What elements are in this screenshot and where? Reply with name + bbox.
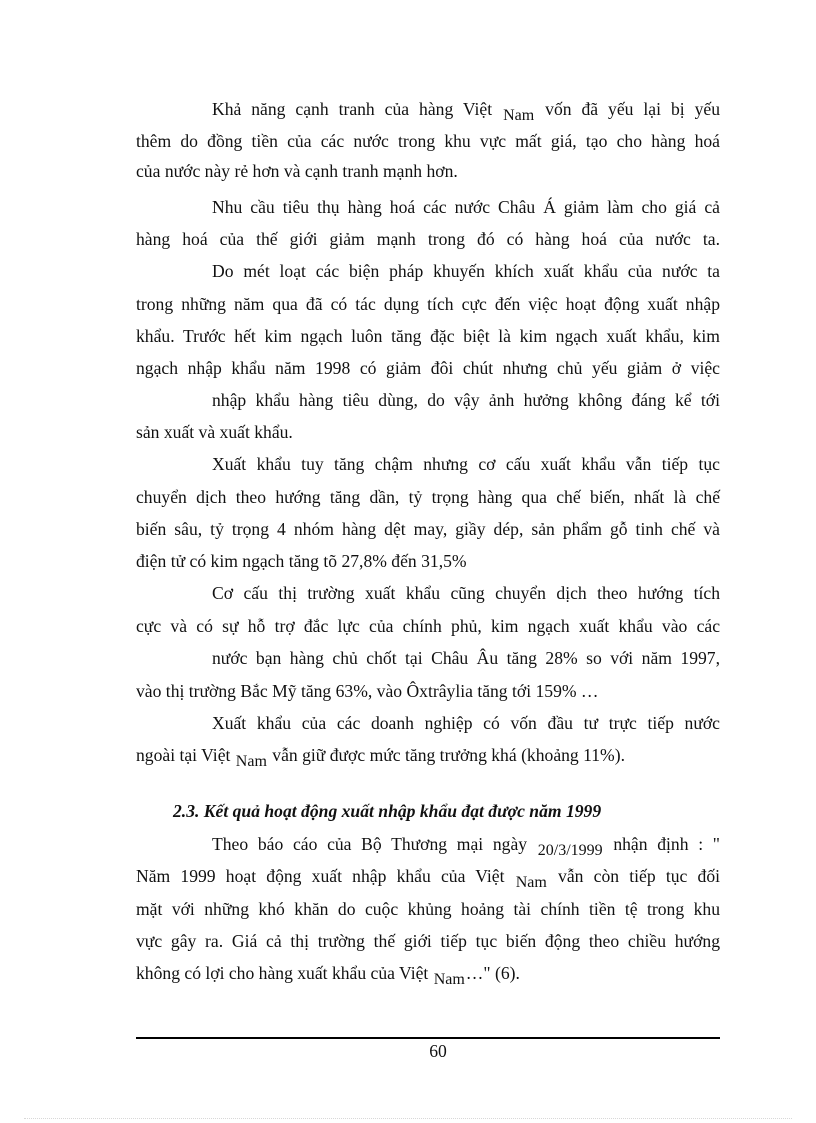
text-line bbox=[136, 550, 720, 572]
text-line bbox=[136, 518, 720, 540]
text-run: Do mét loạt các biện pháp khuyến khích xuất khẩu của nước ta bbox=[212, 261, 720, 281]
text-run: chuyển dịch theo hướng tăng dần, tỷ trọng hàng qua chế biến, nhất là chế bbox=[136, 487, 720, 507]
text-run: mặt với những khó khăn do cuộc khủng hoảng tài chính tiền tệ trong khu bbox=[136, 899, 720, 919]
text-line bbox=[136, 228, 720, 250]
text-line bbox=[212, 196, 720, 218]
text-run: hàng hoá của thế giới giảm mạnh trong đó có hàng hoá của nước ta. bbox=[136, 229, 720, 249]
text-line bbox=[212, 582, 720, 604]
text-run: sản xuất và xuất khẩu. bbox=[136, 422, 293, 442]
text-line bbox=[212, 260, 720, 282]
text-line bbox=[212, 712, 720, 734]
text-run: không có lợi cho hàng xuất khẩu của Việt bbox=[136, 963, 433, 983]
text-run: khẩu. Trước hết kim ngạch luôn tăng đặc biệt là kim ngạch xuất khẩu, kim bbox=[136, 326, 720, 346]
text-run: nhận định : " bbox=[603, 834, 720, 854]
text-run: vẫn giữ được mức tăng trưởng khá (khoảng 11%). bbox=[267, 745, 625, 765]
page-number: 60 bbox=[429, 1041, 447, 1061]
text-line bbox=[212, 98, 720, 122]
text-line bbox=[136, 325, 720, 347]
text-run: trong những năm qua đã có tác dụng tích cực đến việc hoạt động xuất nhập bbox=[136, 294, 720, 314]
text-run: nhập khẩu hàng tiêu dùng, do vậy ảnh hưởng không đáng kể tới bbox=[212, 390, 720, 410]
text-run: Năm 1999 hoạt động xuất nhập khẩu của Việt bbox=[136, 866, 515, 886]
text-run: nước bạn hàng chủ chốt tại Châu Âu tăng 28% so với năm 1997, bbox=[212, 648, 720, 668]
text-line bbox=[136, 421, 720, 443]
text-run-small: Nam bbox=[433, 971, 465, 988]
text-line bbox=[136, 865, 720, 889]
page-edge-divider bbox=[24, 1118, 792, 1119]
text-line bbox=[136, 744, 720, 768]
text-run: Xuất khẩu của các doanh nghiệp có vốn đầu tư trực tiếp nước bbox=[212, 713, 720, 733]
text-line bbox=[212, 389, 720, 411]
text-line bbox=[136, 293, 720, 315]
text-run: biến sâu, tỷ trọng 4 nhóm hàng dệt may, giầy dép, sản phẩm gỗ tinh chế và bbox=[136, 519, 720, 539]
text-run: Cơ cấu thị trường xuất khẩu cũng chuyển dịch theo hướng tích bbox=[212, 583, 720, 603]
text-run-small: Nam bbox=[235, 753, 267, 770]
text-run: Nhu cầu tiêu thụ hàng hoá các nước Châu Á giảm làm cho giá cả bbox=[212, 197, 720, 217]
text-run-small: Nam bbox=[503, 107, 535, 124]
text-run: Xuất khẩu tuy tăng chậm nhưng cơ cấu xuất khẩu vẫn tiếp tục bbox=[212, 454, 720, 474]
text-run: ngoài tại Việt bbox=[136, 745, 235, 765]
text-run: ngạch nhập khẩu năm 1998 có giảm đôi chút nhưng chủ yếu giảm ở việc bbox=[136, 358, 720, 378]
text-run: thêm do đồng tiền của các nước trong khu vực mất giá, tạo cho hàng hoá bbox=[136, 131, 720, 151]
text-line bbox=[136, 486, 720, 508]
text-run: vào thị trường Bắc Mỹ tăng 63%, vào Ôxtrâylia tăng tới 159% … bbox=[136, 681, 599, 701]
text-run: vẫn còn tiếp tục đối bbox=[547, 866, 721, 886]
text-run: vốn đã yếu lại bị yếu bbox=[535, 99, 720, 119]
text-line bbox=[212, 453, 720, 475]
section-heading: 2.3. Kết quả hoạt động xuất nhập khẩu đạt được năm 1999 bbox=[173, 801, 602, 821]
text-line bbox=[136, 962, 720, 986]
text-run: Theo báo cáo của Bộ Thương mại ngày bbox=[212, 834, 537, 854]
text-line bbox=[136, 930, 720, 952]
text-line bbox=[136, 357, 720, 379]
text-line bbox=[136, 898, 720, 920]
text-line bbox=[136, 130, 720, 152]
text-line bbox=[136, 160, 720, 182]
text-line bbox=[136, 615, 720, 637]
text-run: của nước này rẻ hơn và cạnh tranh mạnh hơn. bbox=[136, 161, 458, 181]
footer-divider bbox=[136, 1037, 720, 1039]
text-run: Khả năng cạnh tranh của hàng Việt bbox=[212, 99, 503, 119]
text-line bbox=[212, 833, 720, 857]
text-line bbox=[136, 680, 720, 702]
text-run: vực gây ra. Giá cả thị trường thế giới tiếp tục biến động theo chiều hướng bbox=[136, 931, 720, 951]
text-run: cực và có sự hỗ trợ đắc lực của chính phủ, kim ngạch xuất khẩu vào các bbox=[136, 616, 720, 636]
text-run: …" (6). bbox=[465, 963, 520, 983]
text-run: điện tử có kim ngạch tăng tõ 27,8% đến 31,5% bbox=[136, 551, 467, 571]
text-line bbox=[212, 647, 720, 669]
text-run-small: 20/3/1999 bbox=[537, 842, 603, 859]
text-run-small: Nam bbox=[515, 874, 547, 891]
